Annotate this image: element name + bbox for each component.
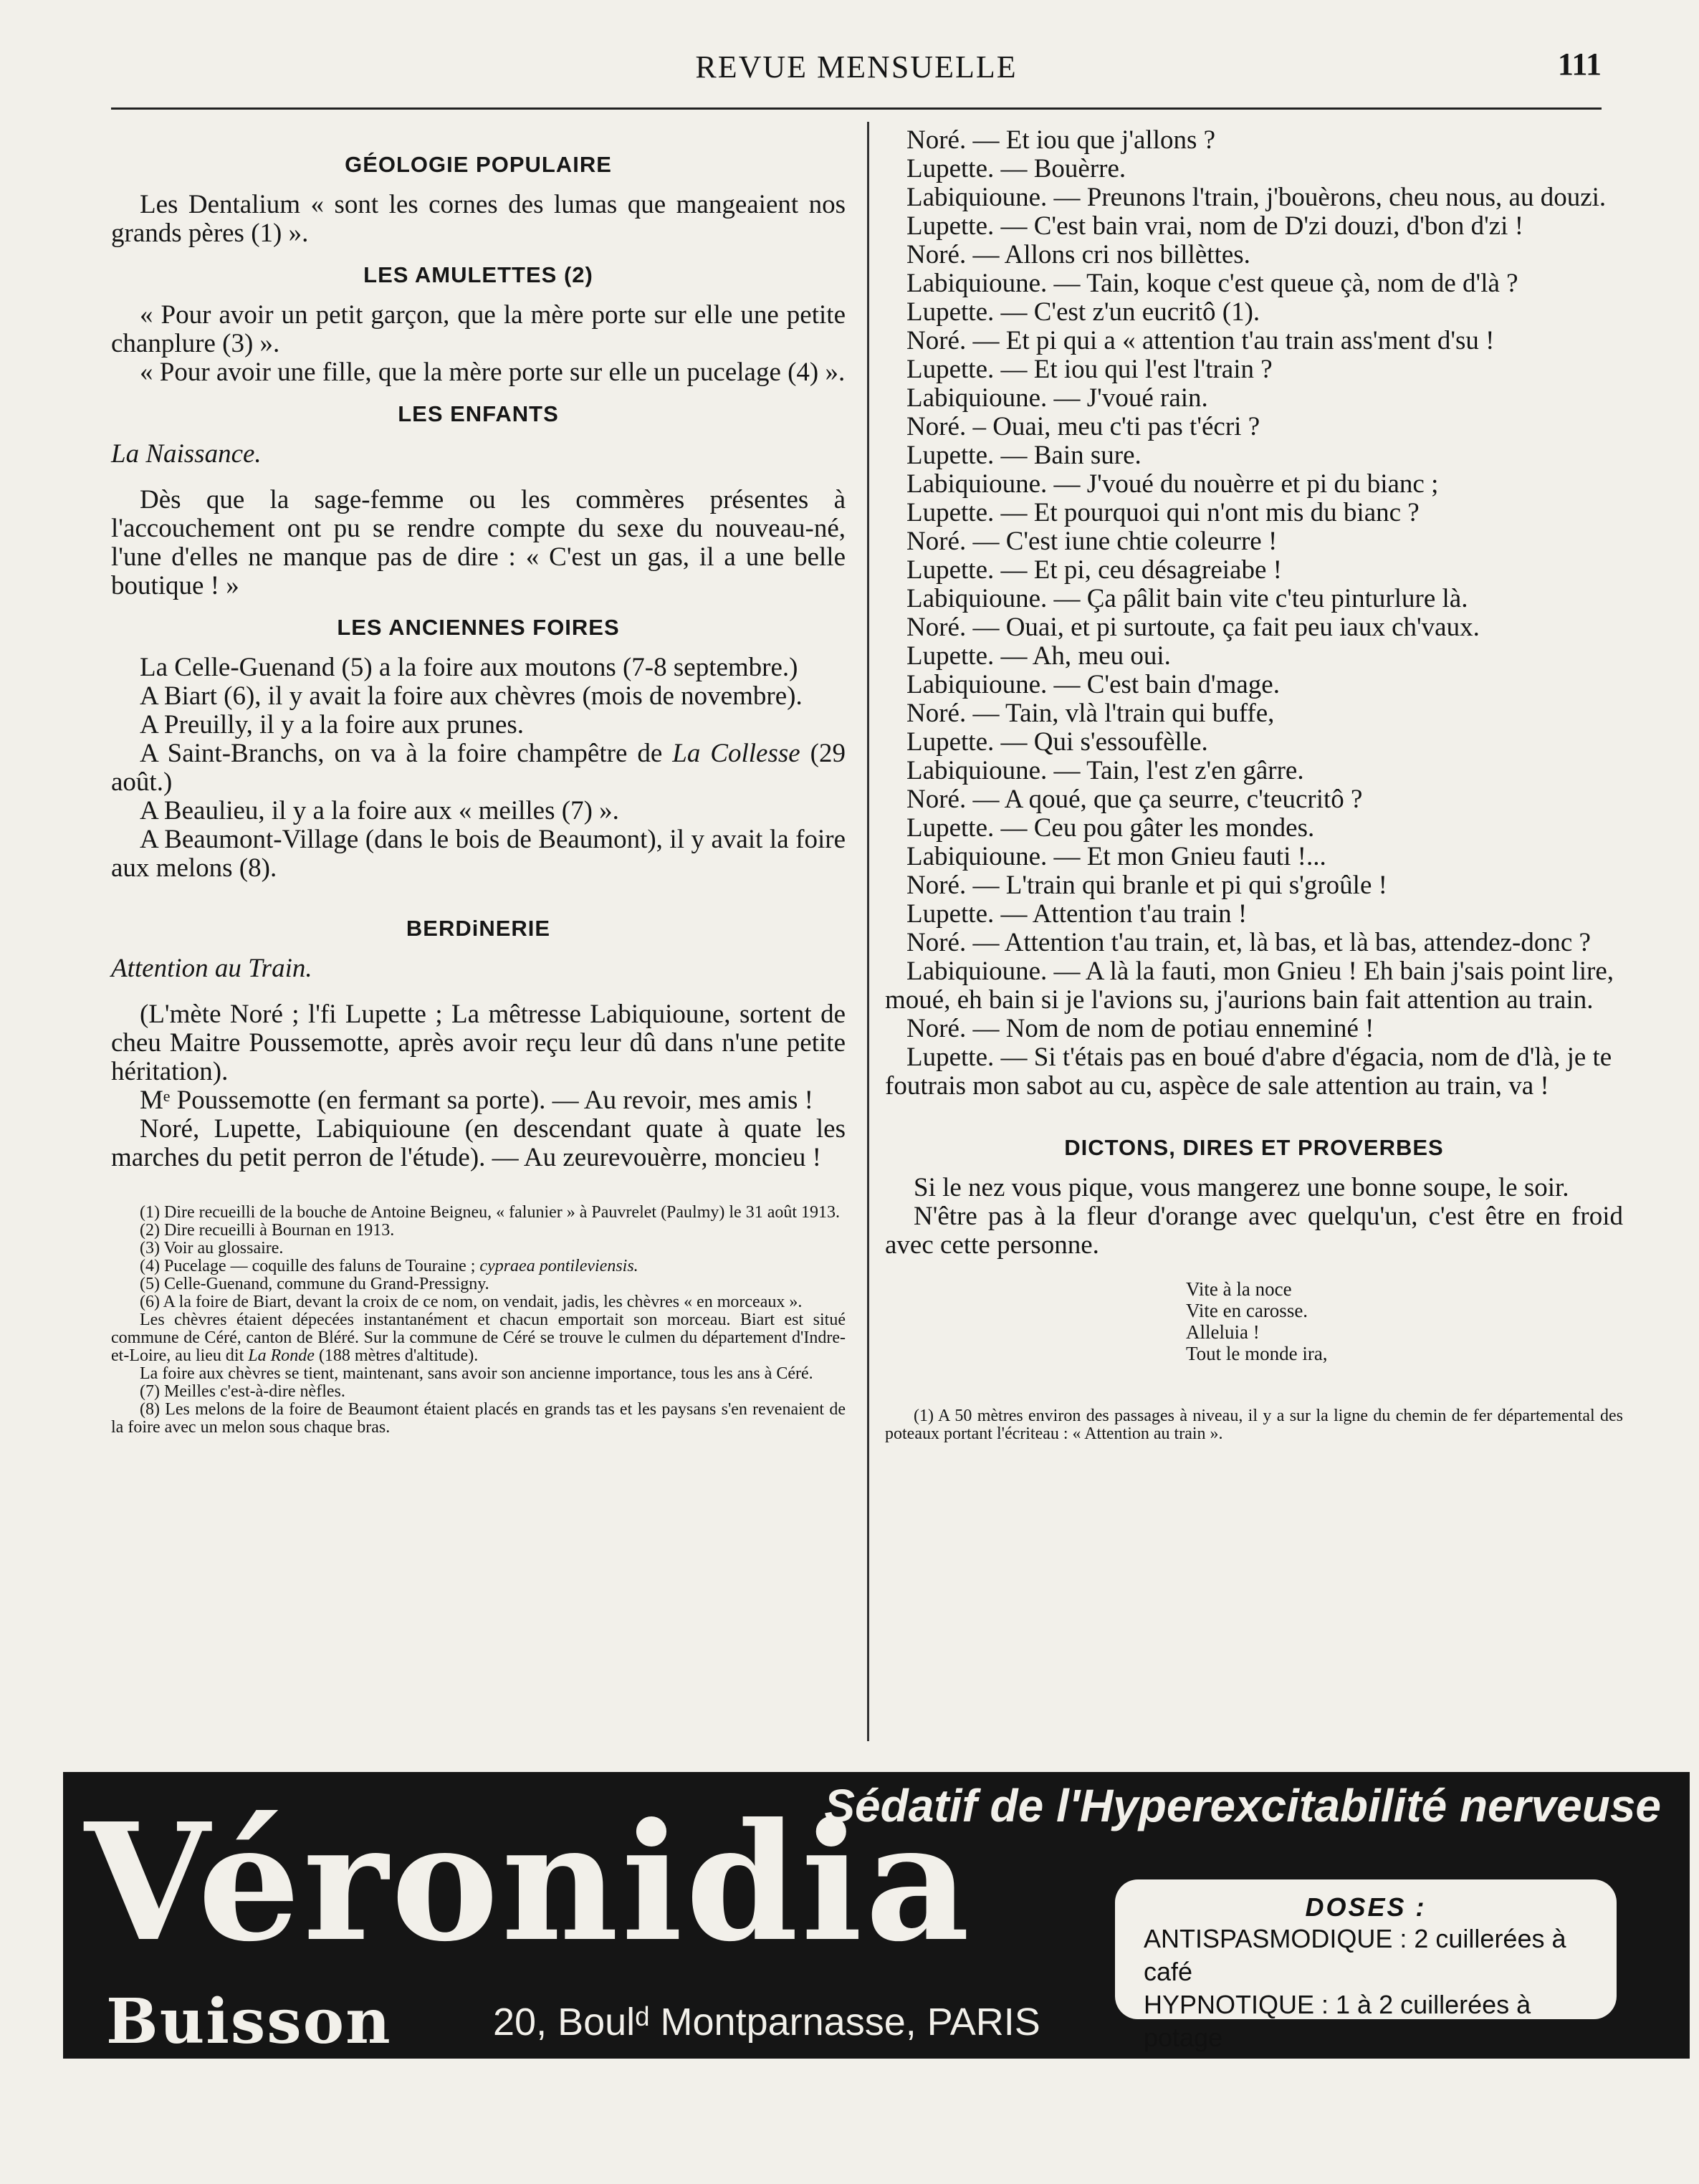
advertisement (63, 1772, 1690, 2059)
foire-date: (29 août.) (111, 739, 846, 797)
place-name: La Ronde (248, 1346, 315, 1365)
dialogue-line: Lupette. — Attention t'au train ! (906, 899, 1248, 929)
ad-dose-hypnotique: HYPNOTIQUE : 1 à 2 cuillerées à potage (1144, 1990, 1531, 2052)
footnote: (5) Celle-Guenand, commune du Grand-Pressigny. (140, 1275, 489, 1293)
verse (1186, 1278, 1623, 1364)
dialogue-line: Lupette. — C'est z'un eucritô (1). (906, 297, 1260, 327)
verse-line: Vite à la noce (1186, 1278, 1292, 1300)
dialogue-line: Lupette. — Et pourquoi qui n'ont mis du bianc ? (906, 498, 1420, 527)
footnote-text: (4) Pucelage — coquille des faluns de Touraine ; (140, 1257, 480, 1275)
dialogue-line: Lupette. — Qui s'essoufèlle. (906, 727, 1208, 757)
heading-enfants: LES ENFANTS (398, 401, 559, 426)
dialogue-line: Lupette. — Ah, meu oui. (906, 641, 1171, 671)
dialogue-line: Labiquioune. — Tain, koque c'est queue çà, nom de d'là ? (906, 269, 1518, 298)
footnote: (1) Dire recueilli de la bouche de Antoine Beigneu, « falunier » à Pauvrelet (Paulmy) le 31 août 1913. (140, 1203, 841, 1222)
paragraph-amulette-garcon: « Pour avoir un petit garçon, que la mère porte sur elle une petite chanplure (3) ». (111, 300, 846, 358)
ad-brand: Véronidia (85, 1788, 973, 1978)
dialogue-line: Labiquioune. — J'voué du nouèrre et pi du bianc ; (906, 469, 1439, 499)
paragraph-dicton-fleur: N'être pas à la fleur d'orange avec quelqu'un, c'est être en froid avec cette personne. (885, 1202, 1623, 1260)
paragraph-poussemotte: Mᵉ Poussemotte (en fermant sa porte). — Au revoir, mes amis ! (140, 1086, 813, 1115)
footnote: La foire aux chèvres se tient, maintenant, sans avoir son ancienne importance, tous les ans à Céré. (140, 1364, 813, 1383)
dialogue-line: Noré. — Ouai, et pi surtoute, ça fait peu iaux ch'vaux. (906, 613, 1480, 642)
dialogue-line: Lupette. — Et pi, ceu désagreiabe ! (906, 555, 1282, 585)
ad-address: 20, Boulᵈ Montparnasse, PARIS (493, 2001, 1040, 2044)
footnote: (2) Dire recueilli à Bournan en 1913. (140, 1221, 395, 1240)
foire-item: A Beaulieu, il y a la foire aux « meilles (7) ». (140, 796, 619, 825)
heading-foires: LES ANCIENNES FOIRES (337, 615, 620, 640)
dialogue-line: Labiquioune. — Ça pâlit bain vite c'teu pinturlure là. (906, 584, 1468, 613)
dialogue-line: Labiquioune. — Et mon Gnieu fauti !... (906, 842, 1326, 871)
dialogue-line: Lupette. — Bouèrre. (906, 154, 1126, 183)
dialogue-line: Noré. — Attention t'au train, et, là bas, et là bas, attendez-donc ? (906, 928, 1591, 957)
journal-title: REVUE MENSUELLE (695, 49, 1018, 85)
dialogue-line: Labiquioune. — J'voué rain. (906, 383, 1208, 413)
dialogue-line: Labiquioune. — Tain, l'est z'en gârre. (906, 756, 1304, 785)
paragraph-depart: Noré, Lupette, Labiquioune (en descendant quate à quate les marches du petit perron de l'étude). — Au zeurevouèrre, moncieu ! (111, 1114, 846, 1172)
heading-dictons: DICTONS, DIRES ET PROVERBES (1064, 1135, 1444, 1160)
dialogue-line: Noré. — Et iou que j'allons ? (906, 125, 1216, 155)
verse-line: Tout le monde ira, (1186, 1343, 1328, 1364)
footnote: (8) Les melons de la foire de Beaumont étaient placés en grands tas et les paysans s'en revenaient de la foire avec un melon sous chaque bras. (111, 1400, 846, 1437)
dialogue-line: Noré. — C'est iune chtie coleurre ! (906, 527, 1278, 556)
footnote-right: (1) A 50 mètres environ des passages à niveau, il y a sur la ligne du chemin de fer départemental des poteaux portant l'écriteau : « Attention au train ». (885, 1407, 1623, 1443)
dialogue-line: Noré. — Et pi qui a « attention t'au train ass'ment d'su ! (906, 326, 1495, 355)
paragraph-didascalie: (L'mète Noré ; l'fi Lupette ; La mêtresse Labiquioune, sortent de cheu Maitre Poussemotte, après avoir reçu leur dû dans n'une petite héritation). (111, 1000, 846, 1086)
ad-maker: Buisson (106, 1986, 392, 2058)
paragraph-amulette-fille: « Pour avoir une fille, que la mère porte sur elle un pucelage (4) ». (140, 358, 846, 387)
dialogue-line: Noré. — Tain, vlà l'train qui buffe, (906, 699, 1275, 728)
page-header (111, 44, 1602, 95)
heading-amulettes: LES AMULETTES (2) (363, 262, 593, 287)
foire-item: A Preuilly, il y a la foire aux prunes. (140, 710, 525, 739)
dialogue-line: Noré. – Ouai, meu c'ti pas t'écri ? (906, 412, 1260, 441)
verse-line: Vite en carosse. (1186, 1300, 1308, 1321)
heading-berdinerie: BERDiNERIE (406, 916, 551, 941)
dialogue-line: Noré. — Nom de nom de potiau enneminé ! (906, 1014, 1374, 1043)
dialogue-line: Lupette. — Si t'étais pas en boué d'abre d'égacia, nom de d'là, je te foutrais mon sabot au cu, aspèce de sale attention au train, va ! (885, 1043, 1612, 1101)
foire-item: A Biart (6), il y avait la foire aux chèvres (mois de novembre). (140, 681, 803, 711)
foire-item: A Beaumont-Village (dans le bois de Beaumont), il y avait la foire aux melons (8). (111, 825, 846, 883)
dialogue-line: Noré. — L'train qui branle et pi qui s'groûle ! (906, 871, 1387, 900)
dialogue-line: Lupette. — C'est bain vrai, nom de D'zi douzi, d'bon d'zi ! (906, 211, 1524, 241)
footnote: (6) A la foire de Biart, devant la croix de ce nom, on vendait, jadis, les chèvres « en morceaux ». (140, 1293, 803, 1311)
ad-dose-antispasmodique: ANTISPASMODIQUE : 2 cuillerées à café (1144, 1924, 1566, 1986)
paragraph-naissance: Dès que la sage-femme ou les commères présentes à l'accouchement ont pu se rendre compte du sexe du nouveau-né, l'une d'elles ne manque pas de dire : « C'est un gas, il a une belle boutique ! » (111, 485, 846, 600)
species-name: cypraea pontileviensis. (479, 1257, 638, 1275)
dialogue-line: Noré. — A qoué, que ça seurre, c'teucritô ? (906, 785, 1363, 814)
footnote (111, 1258, 846, 1275)
footnote: (3) Voir au glossaire. (140, 1239, 284, 1258)
dialogue-line: Lupette. — Ceu pou gâter les mondes. (906, 813, 1315, 843)
ad-doses-box (1115, 1879, 1617, 2052)
dialogue-line: Labiquioune. — C'est bain d'mage. (906, 670, 1280, 699)
dialogue (885, 126, 1623, 1101)
verse-line: Alleluia ! (1186, 1321, 1260, 1343)
paragraph-dicton-nez: Si le nez vous pique, vous mangerez une bonne soupe, le soir. (914, 1173, 1569, 1202)
footnote (111, 1311, 846, 1365)
foire-item-saint-branchs (111, 739, 846, 797)
left-column (111, 150, 846, 1437)
dialogue-line: Noré. — Allons cri nos billèttes. (906, 240, 1250, 269)
foire-item: La Celle-Guenand (5) a la foire aux moutons (7-8 septembre.) (140, 653, 798, 682)
footnote: (7) Meilles c'est-à-dire nèfles. (140, 1382, 345, 1401)
ad-doses-title: DOSES : (1305, 1892, 1427, 1922)
foire-text: A Saint-Branchs, on va à la foire champêtre de (140, 739, 673, 768)
dialogue-line: Lupette. — Et iou qui l'est l'train ? (906, 355, 1273, 384)
footnote-text: (188 mètres d'altitude). (314, 1346, 479, 1365)
footnotes-left (111, 1204, 846, 1437)
subheading-naissance: La Naissance. (111, 439, 262, 469)
header-rule (111, 107, 1602, 110)
dialogue-line: Labiquioune. — Preunons l'train, j'bouèrons, cheu nous, au douzi. (906, 183, 1607, 212)
dialogue-line: Labiquioune. — A là la fauti, mon Gnieu ! Eh bain j'sais point lire, moué, eh bain si je l'avions su, j'aurions bain fait attention au train. (885, 957, 1614, 1015)
right-column (885, 126, 1623, 1443)
column-divider (867, 122, 869, 1741)
heading-geologie: GÉOLOGIE POPULAIRE (345, 152, 612, 177)
dialogue-line: Lupette. — Bain sure. (906, 441, 1142, 470)
paragraph-dentalium: Les Dentalium « sont les cornes des lumas que mangeaient nos grands pères (1) ». (111, 190, 846, 248)
subheading-attention-train: Attention au Train. (111, 954, 312, 983)
ad-tagline: Sédatif de l'Hyperexcitabilité nerveuse (824, 1780, 1661, 1831)
footnote-text: Les chèvres étaient dépecées instantanément et chacun emportait son morceau. Biart est situé commune de Céré, canton de Bléré. Sur la commune de Céré se trouve le culmen du département d'Indre-et-Loire, au lieu dit (111, 1311, 846, 1365)
page-number: 111 (1557, 47, 1602, 82)
place-name: La Collesse (672, 739, 800, 768)
